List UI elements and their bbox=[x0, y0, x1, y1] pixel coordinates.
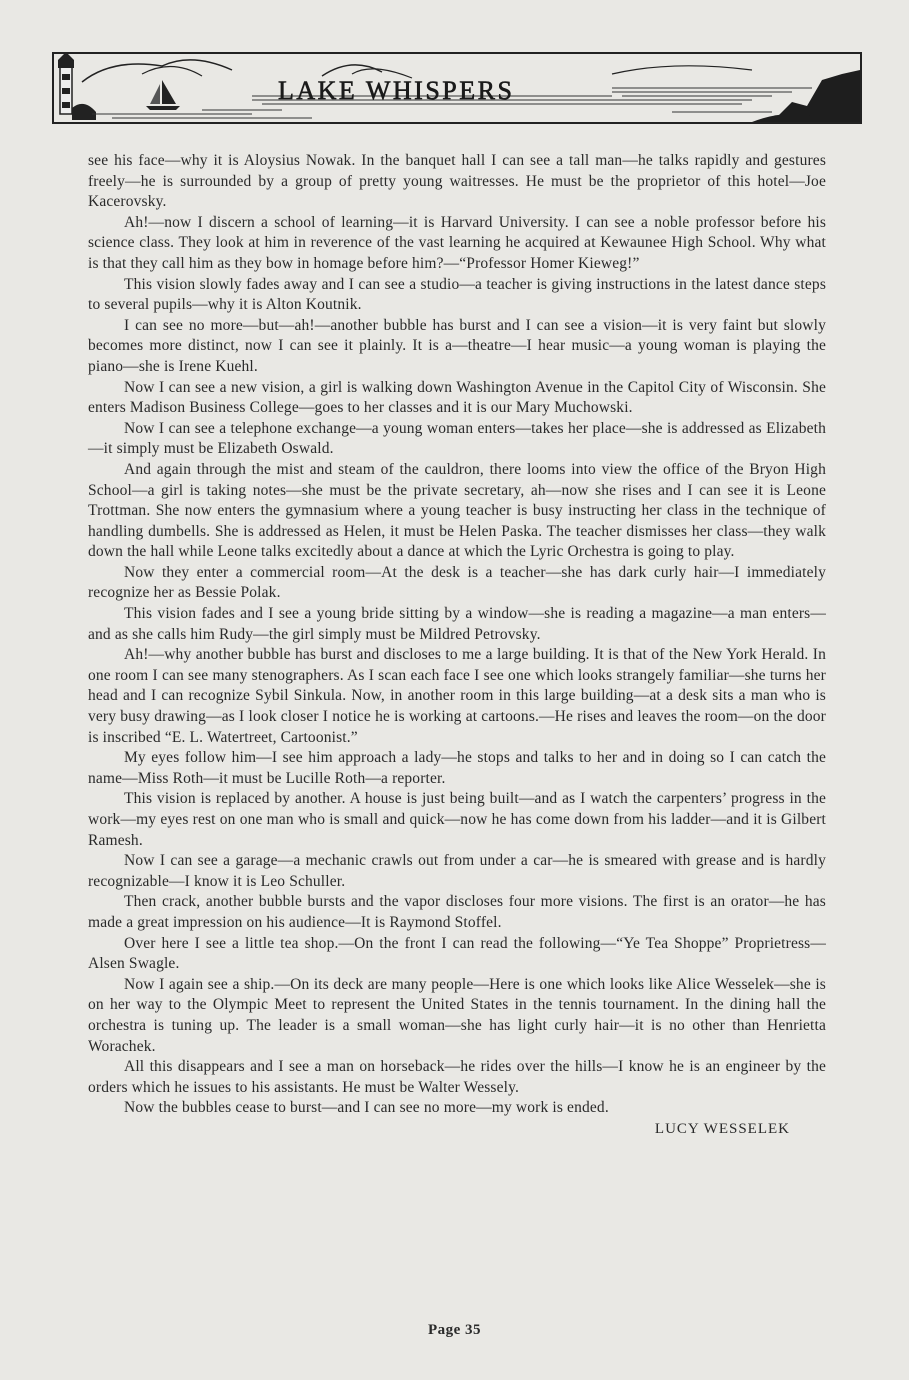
paragraph: I can see no more—but—ah!—another bubble has burst and I can see a vision—it is very faint but slowly becomes more distinct, now I can see it plainly. It is a—theatre—I hear music—a young woman is playing the piano—she is Irene Kuehl. bbox=[88, 316, 826, 375]
paragraph: This vision is replaced by another. A house is just being built—and as I watch the carpenters’ progress in the work—my eyes rest on one man who is small and quick—now he has come down from his ladder—and it is Gilbert Ramesh. bbox=[88, 790, 826, 849]
paragraph: Now I again see a ship.—On its deck are many people—Here is one which looks like Alice Wesselek—she is on her way to the Olympic Meet to represent the United States in the tennis tournament. In the dining hall the orchestra is tuning up. The leader is a small woman—she has light curly hair—it is no other than Henrietta Worachek. bbox=[88, 975, 826, 1055]
paragraph: Over here I see a little tea shop.—On the front I can read the following—“Ye Tea Shoppe” Proprietress—Alsen Swagle. bbox=[88, 934, 826, 973]
paragraph: Now they enter a commercial room—At the desk is a teacher—she has dark curly hair—I immediately recognize her as Bessie Polak. bbox=[88, 563, 826, 602]
page-number: Page 35 bbox=[427, 1322, 482, 1338]
author-signature: LUCY WESSELEK bbox=[654, 1120, 790, 1137]
paragraph: All this disappears and I see a man on horseback—he rides over the hills—I know he is an engineer by the orders which he issues to his assistants. He must be Walter Wessely. bbox=[88, 1058, 826, 1096]
paragraph: Now the bubbles cease to burst—and I can see no more—my work is ended. bbox=[124, 1099, 609, 1117]
paragraph: Now I can see a telephone exchange—a young woman enters—takes her place—she is addressed as Elizabeth—it simply must be Elizabeth Oswald. bbox=[88, 419, 826, 458]
masthead-banner bbox=[52, 52, 862, 124]
paragraph: This vision fades and I see a young bride sitting by a window—she is reading a magazine—a man enters—and as she calls him Rudy—the girl simply must be Mildred Petrovsky. bbox=[88, 605, 826, 643]
paragraph: Then crack, another bubble bursts and the vapor discloses four more visions. The first is an orator—he has made a great impression on his audience—It is Raymond Stoffel. bbox=[88, 893, 826, 931]
lighthouse-icon bbox=[58, 52, 96, 120]
paragraph: Ah!—now I discern a school of learning—it is Harvard University. I can see a noble professor before his science class. They look at him in reverence of the vast learning he acquired at Kewaunee High School. Why what is that they call him as they bow in homage before him?—“Professor Homer Kieweg!” bbox=[88, 213, 826, 272]
paragraph: Now I can see a garage—a mechanic crawls out from under a car—he is smeared with grease and is hardly recognizable—I know it is Leo Schuller. bbox=[88, 852, 826, 890]
sailboat-icon bbox=[146, 80, 180, 110]
paragraph: Now I can see a new vision, a girl is walking down Washington Avenue in the Capitol City of Wisconsin. She enters Madison Business College—goes to her classes and it is our Mary Muchowski. bbox=[88, 378, 826, 417]
paragraph: And again through the mist and steam of the cauldron, there looms into view the office of the Bryon High School—a girl is taking notes—she must be the private secretary, ah—now she rises and I can see it is Leone Trottman. She now enters the gymnasium where a young teacher is busy instructing her class in the technique of handling dumbells. She is addressed as Helen, it must be Helen Paska. The teacher dismisses her class—they walk down the hall while Leone talks excitedly about a dance at which the Lyric Orchestra is going to play. bbox=[88, 460, 826, 561]
masthead-title: LAKE WHISPERS bbox=[278, 76, 515, 105]
paragraph: This vision slowly fades away and I can see a studio—a teacher is giving instructions in the latest dance steps to several pupils—why it is Alton Koutnik. bbox=[88, 275, 826, 314]
article-body bbox=[88, 151, 826, 1140]
paragraph: My eyes follow him—I see him approach a lady—he stops and talks to her and in doing so I can catch the name—Miss Roth—it must be Lucille Roth—a reporter. bbox=[88, 749, 826, 787]
paragraph: see his face—why it is Aloysius Nowak. In the banquet hall I can see a tall man—he talks rapidly and gestures freely—he is surrounded by a group of pretty young waitresses. He must be the proprietor of this hotel—Joe Kacerovsky. bbox=[88, 152, 826, 211]
paragraph: Ah!—why another bubble has burst and discloses to me a large building. It is that of the New York Herald. In one room I can see many stenographers. As I scan each face I see one which looks strangely familiar—she turns her head and I can recognize Sybil Sinkula. Now, in another room in this large building—at a desk sits a man who is very busy drawing—as I look closer I notice he is working at cartoons.—He rises and leaves the room—on the door is inscribed “E. L. Watertreet, Cartoonist.” bbox=[88, 646, 826, 746]
